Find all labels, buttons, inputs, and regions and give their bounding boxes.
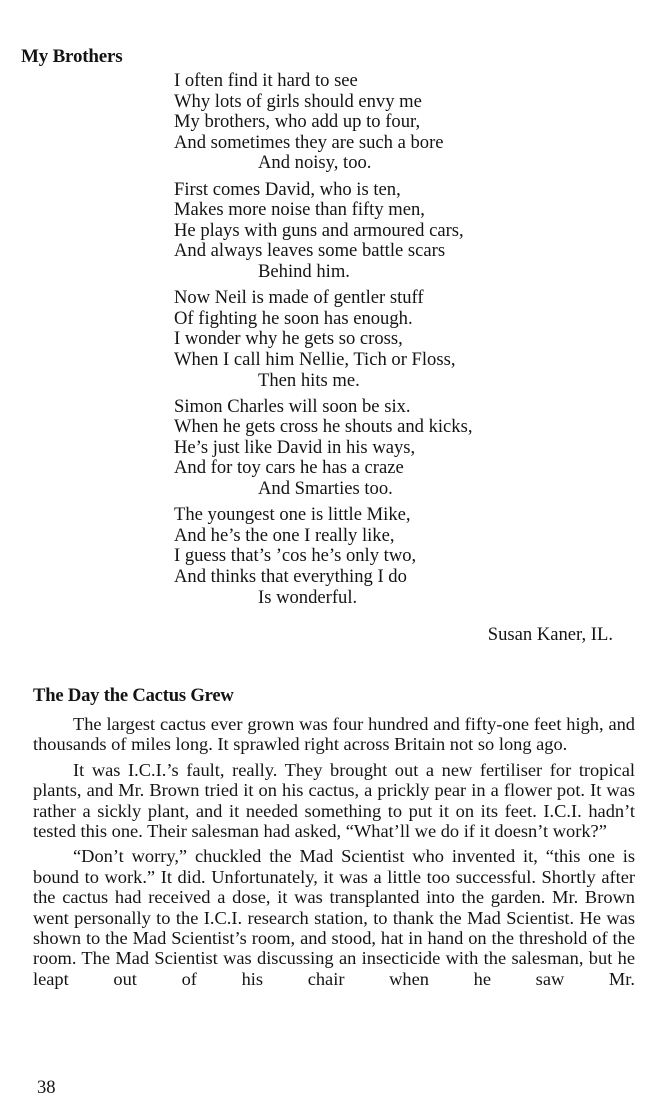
poem-line: My brothers, who add up to four, <box>174 111 421 133</box>
poem-line: He’s just like David in his ways, <box>174 436 416 458</box>
poem-line: First comes David, who is ten, <box>174 178 401 200</box>
page-number: 38 <box>37 1077 56 1098</box>
poem-stanza <box>174 288 624 391</box>
story-paragraph: The largest cactus ever grown was four hundred and fifty-one feet high, and thousands of miles long. It sprawled right across Britain not so long ago. <box>33 714 635 755</box>
poem-line: Now Neil is made of gentler stuff <box>174 287 424 309</box>
poem-refrain-line: And noisy, too. <box>258 152 372 174</box>
poem-line: When he gets cross he shouts and kicks, <box>174 416 473 438</box>
story-paragraph: “Don’t worry,” chuckled the Mad Scientist who invented it, “this one is bound to work.” It did. Unfortunately, it was a little too successful. Shortly after the cactus had received a dose, it was transplanted into the garden. Mr. Brown went personally to the I.C.I. research station, to thank the Mad Scientist. He was shown to the Mad Scientist’s room, and stood, hat in hand on the threshold of the room. The Mad Scientist was discussing an insecticide with the salesman, but he leapt out of his chair when he saw Mr. <box>33 846 635 989</box>
story-paragraph: It was I.C.I.’s fault, really. They brought out a new fertiliser for tropical plants, and Mr. Brown tried it on his cactus, a prickly pear in a flower pot. It was rather a sickly plant, and it needed something to put it on its feet. I.C.I. hadn’t tested this one. Their salesman had asked, “What’ll we do if it doesn’t work?” <box>33 759 635 842</box>
poem-stanza <box>174 180 624 283</box>
poem-line: And he’s the one I really like, <box>174 524 395 546</box>
poem-line: And sometimes they are such a bore <box>174 131 444 153</box>
poem-stanza <box>174 397 624 500</box>
poem-line: Why lots of girls should envy me <box>174 90 422 112</box>
poem-stanza <box>174 71 624 174</box>
poem-line: Simon Charles will soon be six. <box>174 395 411 417</box>
poem-line: And for toy cars he has a craze <box>174 457 404 479</box>
poem-line: I wonder why he gets so cross, <box>174 328 403 350</box>
poem-author: Susan Kaner, IL. <box>487 624 613 645</box>
poem-line: When I call him Nellie, Tich or Floss, <box>174 348 456 370</box>
poem-line: The youngest one is little Mike, <box>174 504 411 526</box>
poem-line: And thinks that everything I do <box>174 566 407 588</box>
poem-line: He plays with guns and armoured cars, <box>174 219 464 241</box>
poem-line: Makes more noise than fifty men, <box>174 199 425 221</box>
poem-body <box>174 71 624 614</box>
poem-refrain-line: Then hits me. <box>258 369 360 391</box>
poem-line: I often find it hard to see <box>174 70 358 91</box>
poem-refrain-line: Behind him. <box>258 260 350 282</box>
poem-line: I guess that’s ’cos he’s only two, <box>174 545 417 567</box>
poem-line: And always leaves some battle scars <box>174 240 446 262</box>
poem-refrain-line: Is wonderful. <box>258 586 358 608</box>
poem-title: My Brothers <box>21 46 123 67</box>
poem-refrain-line: And Smarties too. <box>258 478 393 500</box>
poem-line: Of fighting he soon has enough. <box>174 307 413 329</box>
story-title: The Day the Cactus Grew <box>33 685 234 706</box>
poem-stanza <box>174 505 624 608</box>
story-body <box>33 714 635 994</box>
